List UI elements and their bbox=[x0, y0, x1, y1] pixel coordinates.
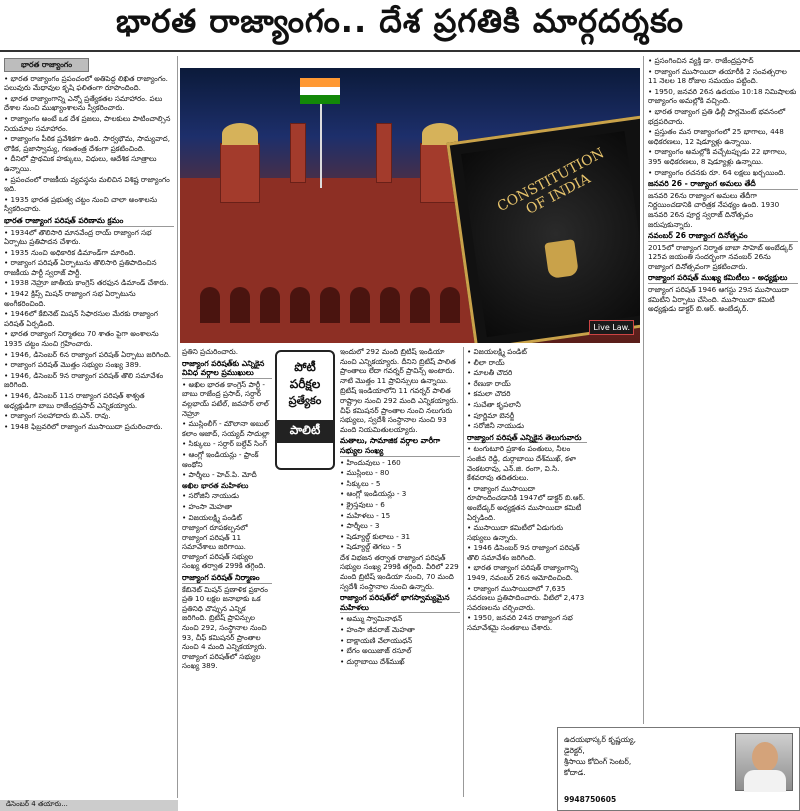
para: • 1935 భారత ప్రభుత్వ చట్టం నుంచి చాలా అంశాలను స్వీకరించారు. bbox=[4, 195, 174, 214]
list-item: • దుర్గాబాయి దేశ్‌ముఖ్ bbox=[340, 657, 460, 667]
para: • 1935 నుంచి అధికారిక డిమాండ్‌గా మారింది. bbox=[4, 248, 174, 258]
para: రాజ్యాంగ పరిషత్ 1946 ఆగస్టు 29న ముసాయిదా కమిటీని ఏర్పాటు చేసింది. ముసాయిదా కమిటీ అధ్యక్షుడు డాక్టర్ బి.ఆర్. అంబేడ్కర్. bbox=[648, 285, 789, 314]
subheading: అఖిల భారత మహిళలు bbox=[182, 480, 249, 490]
list-item: • ఆంగ్లో ఇండియన్లు - ఫ్రాంక్ ఆంథోని bbox=[182, 450, 272, 469]
list-item: • విజయలక్ష్మి పండిట్ bbox=[467, 347, 587, 357]
watermark: Live Law. bbox=[589, 320, 634, 335]
para: • ప్రసంగించిన వ్యక్తి డా. రాజేంద్రప్రసాద్ bbox=[648, 56, 798, 66]
stat-item: • షెడ్యూల్డ్ తెగలు - 5 bbox=[340, 542, 460, 552]
tower bbox=[290, 123, 306, 183]
para: • 1948 ఫిబ్రవరిలో రాజ్యాంగ ముసాయిదా ప్రచురించారు. bbox=[4, 422, 174, 432]
list-item: • సరోజినీ నాయుడు bbox=[182, 491, 272, 501]
stat-item: • మహిళలు - 15 bbox=[340, 511, 460, 521]
divider bbox=[177, 56, 178, 798]
subheading: రాజ్యాంగ పరిషత్ నిర్మాణం bbox=[182, 573, 272, 584]
para: • రాజ్యాంగం రచనకు రూ. 64 లక్షలు ఖర్చయింది. bbox=[648, 168, 798, 178]
para: • 1950, జనవరి 26న ఉదయం 10:18 నిమిషాలకు రాజ్యాంగం అమల్లోకి వచ్చింది. bbox=[648, 87, 798, 106]
para: • ప్రస్తుతం మన రాజ్యాంగంలో 25 భాగాలు, 448 అధికరణలు, 12 షెడ్యూళ్లు ఉన్నాయి. bbox=[648, 127, 798, 146]
para: • రాజ్యాంగ పరిషత్ మొత్తం సభ్యుల సంఖ్య 389. bbox=[4, 360, 174, 370]
author-phone: 9948750605 bbox=[564, 795, 617, 804]
stat-item: • ఆంగ్లో ఇండియన్లు - 3 bbox=[340, 489, 460, 499]
author-role: డైరెక్టర్, bbox=[564, 746, 585, 755]
para: • రాజ్యాంగం పీఠిక ప్రవేశికగా ఉంది. సార్వభౌమ, సామ్యవాద, లౌకిక, ప్రజాస్వామ్య, గణతంత్ర దేశంగా ప్రకటించింది. bbox=[4, 134, 174, 153]
tower bbox=[376, 123, 392, 183]
subheading: రాజ్యాంగ పరిషత్ ముఖ్య కమిటీలు - అధ్యక్షులు bbox=[648, 273, 798, 284]
list-item: • సరోజినీ నాయుడు bbox=[467, 421, 587, 431]
para: • ముసాయిదా కమిటీలో ఏడుగురు సభ్యులు ఉన్నారు. bbox=[467, 523, 587, 542]
section-label: భారత రాజ్యాంగం bbox=[4, 58, 89, 72]
left-column bbox=[4, 56, 174, 798]
para: • రాజ్యాంగ ముసాయిదా తయారీకి 2 సంవత్సరాల 11 నెలల 18 రోజుల సమయం పట్టింది. bbox=[648, 67, 798, 86]
list-item: • ముస్లింలీగ్ - మౌలానా అబుల్ కలాం ఆజాద్, సయ్యద్ సాదుల్లా bbox=[182, 419, 272, 438]
stat-item: • ముస్లింలు - 80 bbox=[340, 468, 460, 478]
stat-item: • సిక్కులు - 5 bbox=[340, 479, 460, 489]
para: • రాజ్యాంగ సలహాదారు బి.ఎన్. రావు. bbox=[4, 411, 174, 421]
para: కేబినెట్ మిషన్ ప్రణాళిక ప్రకారం ప్రతి 10 లక్షల జనాభాకు ఒక ప్రతినిధి చొప్పున ఎన్నిక జరిగింది. బ్రిటిష్ ప్రావిన్సుల నుంచి 292, సంస్థానాల నుంచి 93, చీఫ్ కమిషనర్ ప్రాంతాల నుంచి 4 మంది ఎన్నికయ్యారు. రాజ్యాంగ పరిషత్‌లో సభ్యుల సంఖ్య 389. bbox=[182, 584, 268, 671]
hero-image bbox=[180, 68, 640, 343]
list-item: • అఖిల భారత కాంగ్రెస్ పార్టీ - బాబు రాజేంద్ర ప్రసాద్, సర్దార్ వల్లభాయ్ పటేల్, జవహర్ లాల్ నెహ్రూ bbox=[182, 380, 272, 418]
para: • భారత రాజ్యాంగం ప్రపంచంలో అతిపెద్ద లిఖిత రాజ్యాంగం. పలువురు మేధావుల కృషి ఫలితంగా రూపొందింది. bbox=[4, 74, 174, 93]
para: ఇందులో 292 మంది బ్రిటిష్ ఇండియా నుంచి ఎన్నికయ్యారు. దీనిని బ్రిటిష్ పాలిత ప్రాంతాలు లేదా గవర్నర్ ప్రావిన్స్ అంటారు. నాటి మొత్తం 11 ప్రావిన్సులు ఉన్నాయి. bbox=[340, 347, 456, 385]
indian-flag-icon bbox=[300, 78, 340, 104]
para: • రాజ్యాంగ పరిషత్ ఏర్పాటును తొలిసారి ప్రతిపాదించిన రాజకీయ పార్టీ స్వరాజ్ పార్టీ. bbox=[4, 258, 174, 277]
list-item: • బేగం అయిజాజ్ రసూల్ bbox=[340, 646, 460, 656]
stat-item: • క్రైస్తవులు - 6 bbox=[340, 500, 460, 510]
para: • భారత రాజ్యాంగాన్ని ఎన్నో ప్రత్యేకతల సమాహారం. పలు దేశాల నుంచి ముఖ్యాంశాలను స్వీకరించారు. bbox=[4, 94, 174, 113]
list-item: • హంసా జీవరాజ్ మెహతా bbox=[340, 625, 460, 635]
subheading: నవంబర్ 26 రాజ్యాంగ దినోత్సవం bbox=[648, 231, 798, 242]
para: జనవరి 26ను రాజ్యాంగ అమలు తేదీగా నిర్ణయించడానికి చారిత్రక నేపథ్యం ఉంది. 1930 జనవరి 26న పూర్ణ స్వరాజ్ దినోత్సవం జరుపుకున్నారు. bbox=[648, 190, 780, 229]
subheading: రాజ్యాంగ పరిషత్ ఎన్నికైన తెలుగువారు bbox=[467, 433, 587, 444]
constitution-book bbox=[446, 115, 640, 343]
subheading: జనవరి 26 - రాజ్యాంగ అమలు తేదీ bbox=[648, 179, 798, 190]
para: • 1942 క్రిప్స్ మిషన్ రాజ్యాంగ సభ ఏర్పాటును అంగీకరించింది. bbox=[4, 289, 174, 308]
para: • దీనిలో ప్రాథమిక హక్కులు, విధులు, ఆదేశిక సూత్రాలు ఉన్నాయి. bbox=[4, 154, 174, 173]
para: • భారత రాజ్యాంగ ప్రతి ఢిల్లీ పార్లమెంట్ భవనంలో భద్రపరిచారు. bbox=[648, 107, 798, 126]
stat-item: • పార్శీలు - 3 bbox=[340, 521, 460, 531]
para: • 1946, డిసెంబర్ 9న రాజ్యాంగ పరిషత్ తొలి సమావేశం జరిగింది. bbox=[4, 371, 174, 390]
para: • భారత రాజ్యాంగ నిర్మాతలు 70 శాతం పైగా అంశాలను 1935 చట్టం నుంచి గ్రహించారు. bbox=[4, 329, 174, 348]
para: • టంగుటూరి ప్రకాశం పంతులు, నీలం సంజీవ రెడ్డి, దుర్గాబాయి దేశ్‌ముఖ్, కళా వెంకటరావు, ఎన్.జి. రంగా, వి.సి. కేశవరావు తదితరులు. bbox=[467, 444, 587, 482]
list-item: • అమ్ము స్వామినాథన్ bbox=[340, 614, 460, 624]
stat-item: • హిందువులు - 160 bbox=[340, 458, 460, 468]
author-box bbox=[557, 727, 800, 811]
middle-column bbox=[182, 347, 272, 795]
list-item: • హంసా మెహతా bbox=[182, 502, 272, 512]
para: • రాజ్యాంగం అంటే ఒక దేశ ప్రజలు, పాలకులు పాటించాల్సిన నియమాల సమాహారం. bbox=[4, 114, 174, 133]
subheading: రాజ్యాంగ పరిషత్‌లో భాగస్వామ్యమైన మహిళలు bbox=[340, 593, 460, 613]
exam-special-badge: పోటీ పరీక్షల ప్రత్యేకం పాలిటీ bbox=[275, 350, 335, 470]
right-column bbox=[648, 56, 798, 724]
subheading: మతాలు, సామాజిక వర్గాల వారీగా సభ్యుల సంఖ్య bbox=[340, 436, 460, 456]
para: • 1946, డిసెంబర్ 11న రాజ్యాంగ పరిషత్ శాశ్వత అధ్యక్షుడిగా బాబు రాజేంద్రప్రసాద్ ఎన్నికయ్యారు. bbox=[4, 391, 174, 410]
list-item: • లీలా రాయ్ bbox=[467, 358, 587, 368]
author-org: శ్రీసాయి కోచింగ్ సెంటర్, bbox=[564, 757, 632, 766]
headline: భారత రాజ్యాంగం.. దేశ ప్రగతికి మార్గదర్శకం bbox=[0, 0, 800, 52]
tower bbox=[220, 143, 260, 203]
para: • రాజ్యాంగ ముసాయిదాలో 7,635 సవరణలు ప్రతిపాదించారు. వీటిలో 2,473 సవరణలను చర్చించారు. bbox=[467, 584, 587, 613]
subheading: రాజ్యాంగ పరిషత్‌కు ఎన్నికైన వివిధ వర్గాల ప్రముఖులు bbox=[182, 359, 272, 379]
book-title: CONSTITUTION OF INDIA bbox=[494, 145, 607, 218]
para: • రాజ్యాంగ ముసాయిదా రూపొందించడానికి 1947లో డాక్టర్ బి.ఆర్. అంబేడ్కర్ అధ్యక్షతన ముసాయిదా కమిటీ ఏర్పడింది. bbox=[467, 484, 587, 522]
para: 2015లో రాజ్యాంగ నిర్మాత బాబా సాహెబ్ అంబేడ్కర్ 125వ జయంతి సందర్భంగా నవంబర్ 26ను రాజ్యాంగ దినోత్సవంగా ప్రకటించారు. bbox=[648, 242, 793, 271]
author-name: ఉదయభాస్కర్ కృష్ణయ్య, bbox=[564, 735, 636, 744]
dome bbox=[222, 123, 258, 145]
list-item: • పూర్ణిమా బెనర్జీ bbox=[467, 411, 587, 421]
list-item: • దాక్షాయణి వేలాయుధన్ bbox=[340, 636, 460, 646]
footer-tab: డిసెంబర్ 4 తయారు... bbox=[0, 800, 178, 811]
para: • భారత రాజ్యాంగ పరిషత్ రాజ్యాంగాన్ని 1949, నవంబర్ 26న ఆమోదించింది. bbox=[467, 563, 587, 582]
column-3 bbox=[340, 347, 460, 795]
list-item: • మాలతీ చౌదరి bbox=[467, 368, 587, 378]
para: • 1938 నెహ్రూ జాతీయ కాంగ్రెస్ తరఫున డిమాండ్ చేశారు. bbox=[4, 278, 174, 288]
para: • 1950, జనవరి 24న రాజ్యాంగ సభ సమావేశమై సంతకాలు చేశారు. bbox=[467, 613, 587, 632]
para: • ప్రపంచంలో రాజకీయ వ్యవస్థను మలిచిన విశిష్ట రాజ్యాంగం ఇది. bbox=[4, 175, 174, 194]
para: • 1946, డిసెంబర్ 6న రాజ్యాంగ పరిషత్ ఏర్పాటు జరిగింది. bbox=[4, 350, 174, 360]
list-item: • రేణుకా రాయ్ bbox=[467, 379, 587, 389]
para: రాజ్యాంగ రూపకల్పనలో రాజ్యాంగ పరిషత్ 11 సమావేశాలు జరిగాయి. రాజ్యాంగ పరిషత్ సభ్యుల సంఖ్య తర్వాత 299కి తగ్గింది. bbox=[182, 523, 266, 571]
para: • 1946లో కేబినెట్ మిషన్ సిఫారసుల మేరకు రాజ్యాంగ పరిషత్ ఏర్పడింది. bbox=[4, 309, 174, 328]
para: దేశ విభజన తర్వాత రాజ్యాంగ పరిషత్ సభ్యుల సంఖ్య 299కి తగ్గింది. వీరిలో 229 మంది బ్రిటిష్ ఇండియా నుంచి, 70 మంది స్వదేశీ సంస్థానాల నుంచి ఉన్నారు. bbox=[340, 552, 459, 591]
para: ప్రతిని ప్రచురించారు. bbox=[182, 347, 238, 356]
list-item: • సిక్కులు - సర్దార్ బల్దేవ్ సింగ్ bbox=[182, 439, 272, 449]
subheading: భారత రాజ్యాంగ పరిషత్ పరిణామ క్రమం bbox=[4, 216, 174, 227]
para: • 1946 డిసెంబర్ 9న రాజ్యాంగ పరిషత్ తొలి సమావేశం జరిగింది. bbox=[467, 543, 587, 562]
divider bbox=[643, 56, 644, 724]
para: బ్రిటిష్ ఇండియాలోని 11 గవర్నర్ పాలిత రాష్ట్రాల నుంచి 292 మంది ఎన్నికయ్యారు. చీఫ్ కమిషనర్ ప్రాంతాల నుంచి నలుగురు సభ్యులు, స్వదేశీ సంస్థానాల నుంచి 93 మంది నియమితులయ్యారు. bbox=[340, 386, 459, 434]
list-item: • సుచేతా కృపలానీ bbox=[467, 400, 587, 410]
divider bbox=[463, 347, 464, 797]
emblem-icon bbox=[544, 239, 579, 279]
list-item: • పార్శీలు - హెచ్.పి. మోదీ bbox=[182, 470, 272, 480]
list-item: • కమలా చౌదరి bbox=[467, 389, 587, 399]
author-city: కోదాడ. bbox=[564, 768, 586, 777]
author-photo bbox=[735, 733, 793, 791]
list-item: • విజయలక్ష్మి పండిట్ bbox=[182, 513, 272, 523]
stat-item: • షెడ్యూల్డ్ కులాలు - 31 bbox=[340, 532, 460, 542]
para: • 1934లో తొలిసారి మానవేంద్ర రాయ్ రాజ్యాంగ సభ ఏర్పాటు ప్రతిపాదన చేశారు. bbox=[4, 228, 174, 247]
para: • రాజ్యాంగం అమల్లోకి వచ్చేటప్పుడు 22 భాగాలు, 395 అధికరణలు, 8 షెడ్యూళ్లు ఉన్నాయి. bbox=[648, 147, 798, 166]
